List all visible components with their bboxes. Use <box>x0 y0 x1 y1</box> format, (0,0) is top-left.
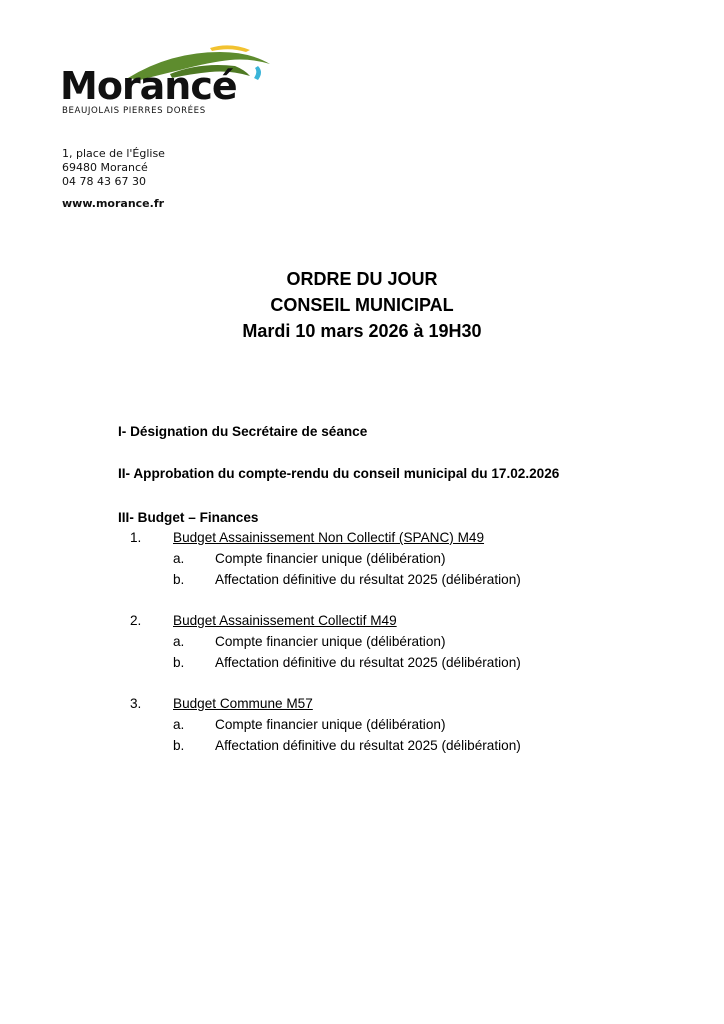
item-letter: b. <box>173 655 185 670</box>
address-street: 1, place de l'Église <box>62 147 165 160</box>
item-letter: b. <box>173 572 185 587</box>
website-link[interactable]: www.morance.fr <box>62 197 165 210</box>
agenda-section-1: I- Désignation du Secrétaire de séance <box>118 424 368 439</box>
title-line-2: CONSEIL MUNICIPAL <box>270 295 454 315</box>
item-letter: a. <box>173 634 185 649</box>
budget-number: 2. <box>130 613 142 628</box>
budget-title: Budget Commune M57 <box>173 696 313 711</box>
item-letter: a. <box>173 551 185 566</box>
agenda-item: Compte financier unique (délibération) <box>215 551 446 566</box>
item-letter: a. <box>173 717 185 732</box>
agenda-section-2: II- Approbation du compte-rendu du conseil municipal du 17.02.2026 <box>118 466 560 481</box>
address-phone: 04 78 43 67 30 <box>62 175 146 188</box>
item-letter: b. <box>173 738 185 753</box>
budget-title: Budget Assainissement Collectif M49 <box>173 613 397 628</box>
document-title <box>0 266 724 344</box>
logo-wordmark: Morancé <box>60 64 237 108</box>
agenda-item: Affectation définitive du résultat 2025 (délibération) <box>215 655 521 670</box>
title-line-3: Mardi 10 mars 2026 à 19H30 <box>242 321 482 341</box>
address-block <box>62 147 165 211</box>
budget-number: 1. <box>130 530 142 545</box>
logo-tagline: BEAUJOLAIS PIERRES DORÉES <box>62 106 206 116</box>
title-line-1: ORDRE DU JOUR <box>286 269 438 289</box>
budget-number: 3. <box>130 696 142 711</box>
agenda-item: Compte financier unique (délibération) <box>215 717 446 732</box>
agenda-item: Compte financier unique (délibération) <box>215 634 446 649</box>
address-city: 69480 Morancé <box>62 161 148 174</box>
morance-logo <box>60 44 280 116</box>
agenda-section-3: III- Budget – Finances <box>118 510 259 525</box>
budget-title: Budget Assainissement Non Collectif (SPANC) M49 <box>173 530 485 545</box>
agenda-item: Affectation définitive du résultat 2025 (délibération) <box>215 738 521 753</box>
agenda-item: Affectation définitive du résultat 2025 (délibération) <box>215 572 521 587</box>
